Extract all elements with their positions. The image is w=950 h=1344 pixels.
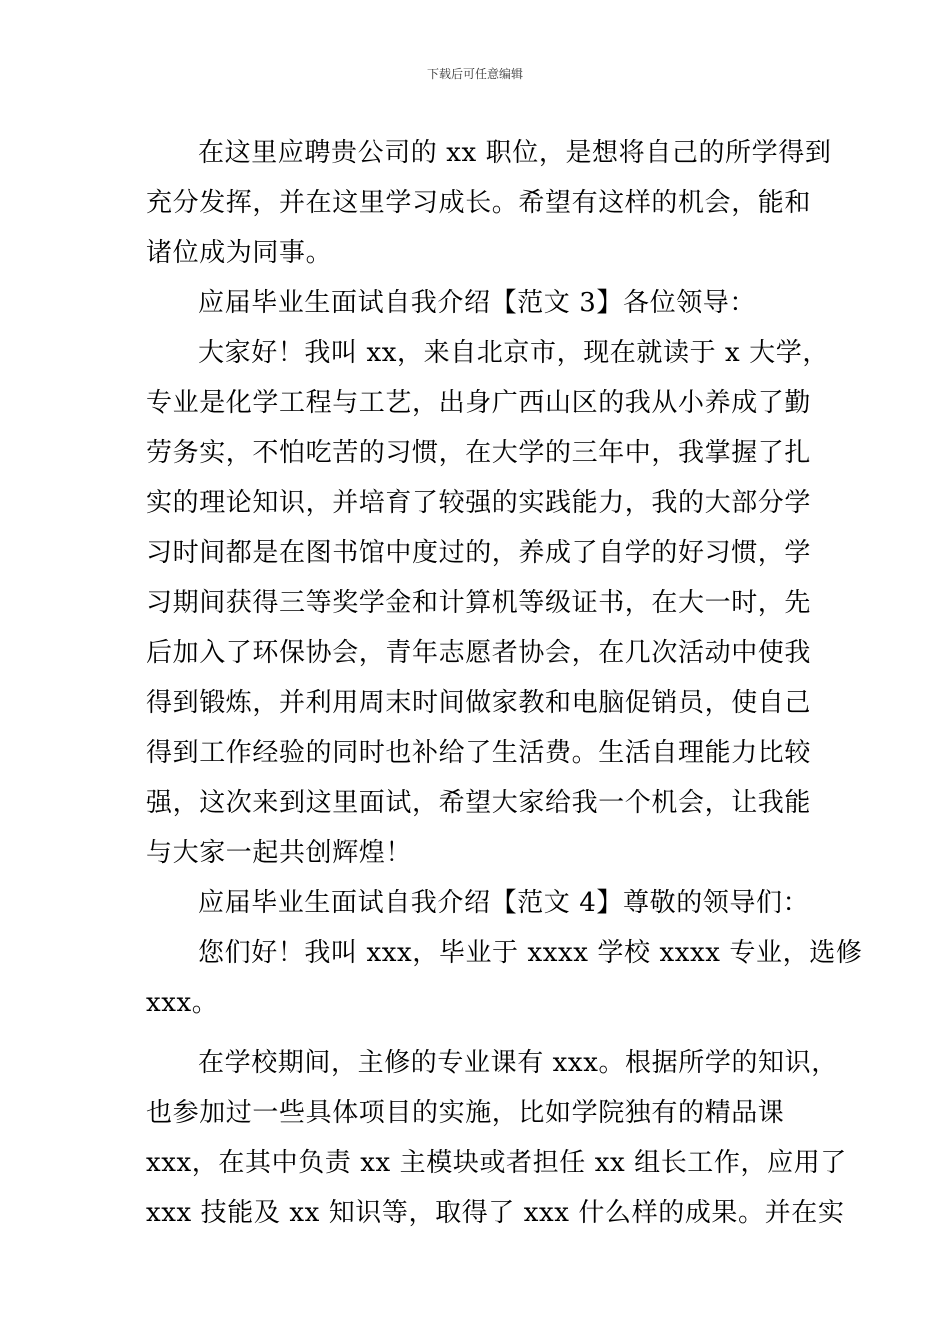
text-line: 在学校期间，主修的专业课有 xxx。根据所学的知识， <box>198 1048 838 1078</box>
paragraph-sample-3-body <box>146 328 829 878</box>
paragraph-spacer <box>146 1028 818 1038</box>
text-line: 专业是化学工程与工艺，出身广西山区的我从小养成了勤 <box>146 388 812 418</box>
text-line: 您们好！我叫 xxx，毕业于 xxxx 学校 xxxx 专业，选修 <box>198 938 863 968</box>
section-heading-sample-3 <box>146 278 818 328</box>
text-line: 在这里应聘贵公司的 xx 职位，是想将自己的所学得到 <box>198 138 832 168</box>
paragraph-sample-4-body <box>146 1038 847 1238</box>
section-heading-sample-4 <box>146 878 818 928</box>
text-line: 充分发挥，并在这里学习成长。希望有这样的机会，能和 <box>146 188 812 218</box>
text-line: 实的理论知识，并培育了较强的实践能力，我的大部分学 <box>146 488 812 518</box>
text-line: 大家好！我叫 xx，来自北京市，现在就读于 x 大学， <box>198 338 829 368</box>
page-header: 下载后可任意编辑 <box>426 67 523 81</box>
text-line: 后加入了环保协会，青年志愿者协会，在几次活动中使我 <box>146 638 812 668</box>
text-line: 得到工作经验的同时也补给了生活费。生活自理能力比较 <box>146 738 812 768</box>
document-body <box>146 128 863 1238</box>
text-line: 劳务实，不怕吃苦的习惯，在大学的三年中，我掌握了扎 <box>146 438 812 468</box>
paragraph-sample-4-greeting <box>146 928 863 1028</box>
text-line: 应届毕业生面试自我介绍【范文 4】尊敬的领导们： <box>198 888 810 918</box>
text-line: 得到锻炼，并利用周末时间做家教和电脑促销员，使自己 <box>146 688 812 718</box>
text-line: 与大家一起共创辉煌！ <box>146 838 413 868</box>
text-line: 诸位成为同事。 <box>146 238 333 268</box>
text-line: 应届毕业生面试自我介绍【范文 3】各位领导： <box>198 288 757 318</box>
text-line: xxx，在其中负责 xx 主模块或者担任 xx 组长工作，应用了 <box>146 1148 847 1178</box>
text-line: xxx。 <box>146 988 219 1018</box>
text-line: 习期间获得三等奖学金和计算机等级证书，在大一时，先 <box>146 588 812 618</box>
text-line: xxx 技能及 xx 知识等，取得了 xxx 什么样的成果。并在实 <box>146 1198 845 1228</box>
text-line: 强，这次来到这里面试，希望大家给我一个机会，让我能 <box>146 788 812 818</box>
text-line: 习时间都是在图书馆中度过的，养成了自学的好习惯，学 <box>146 538 812 568</box>
paragraph-application-closing <box>146 128 832 278</box>
text-line: 也参加过一些具体项目的实施，比如学院独有的精品课 <box>146 1098 785 1128</box>
